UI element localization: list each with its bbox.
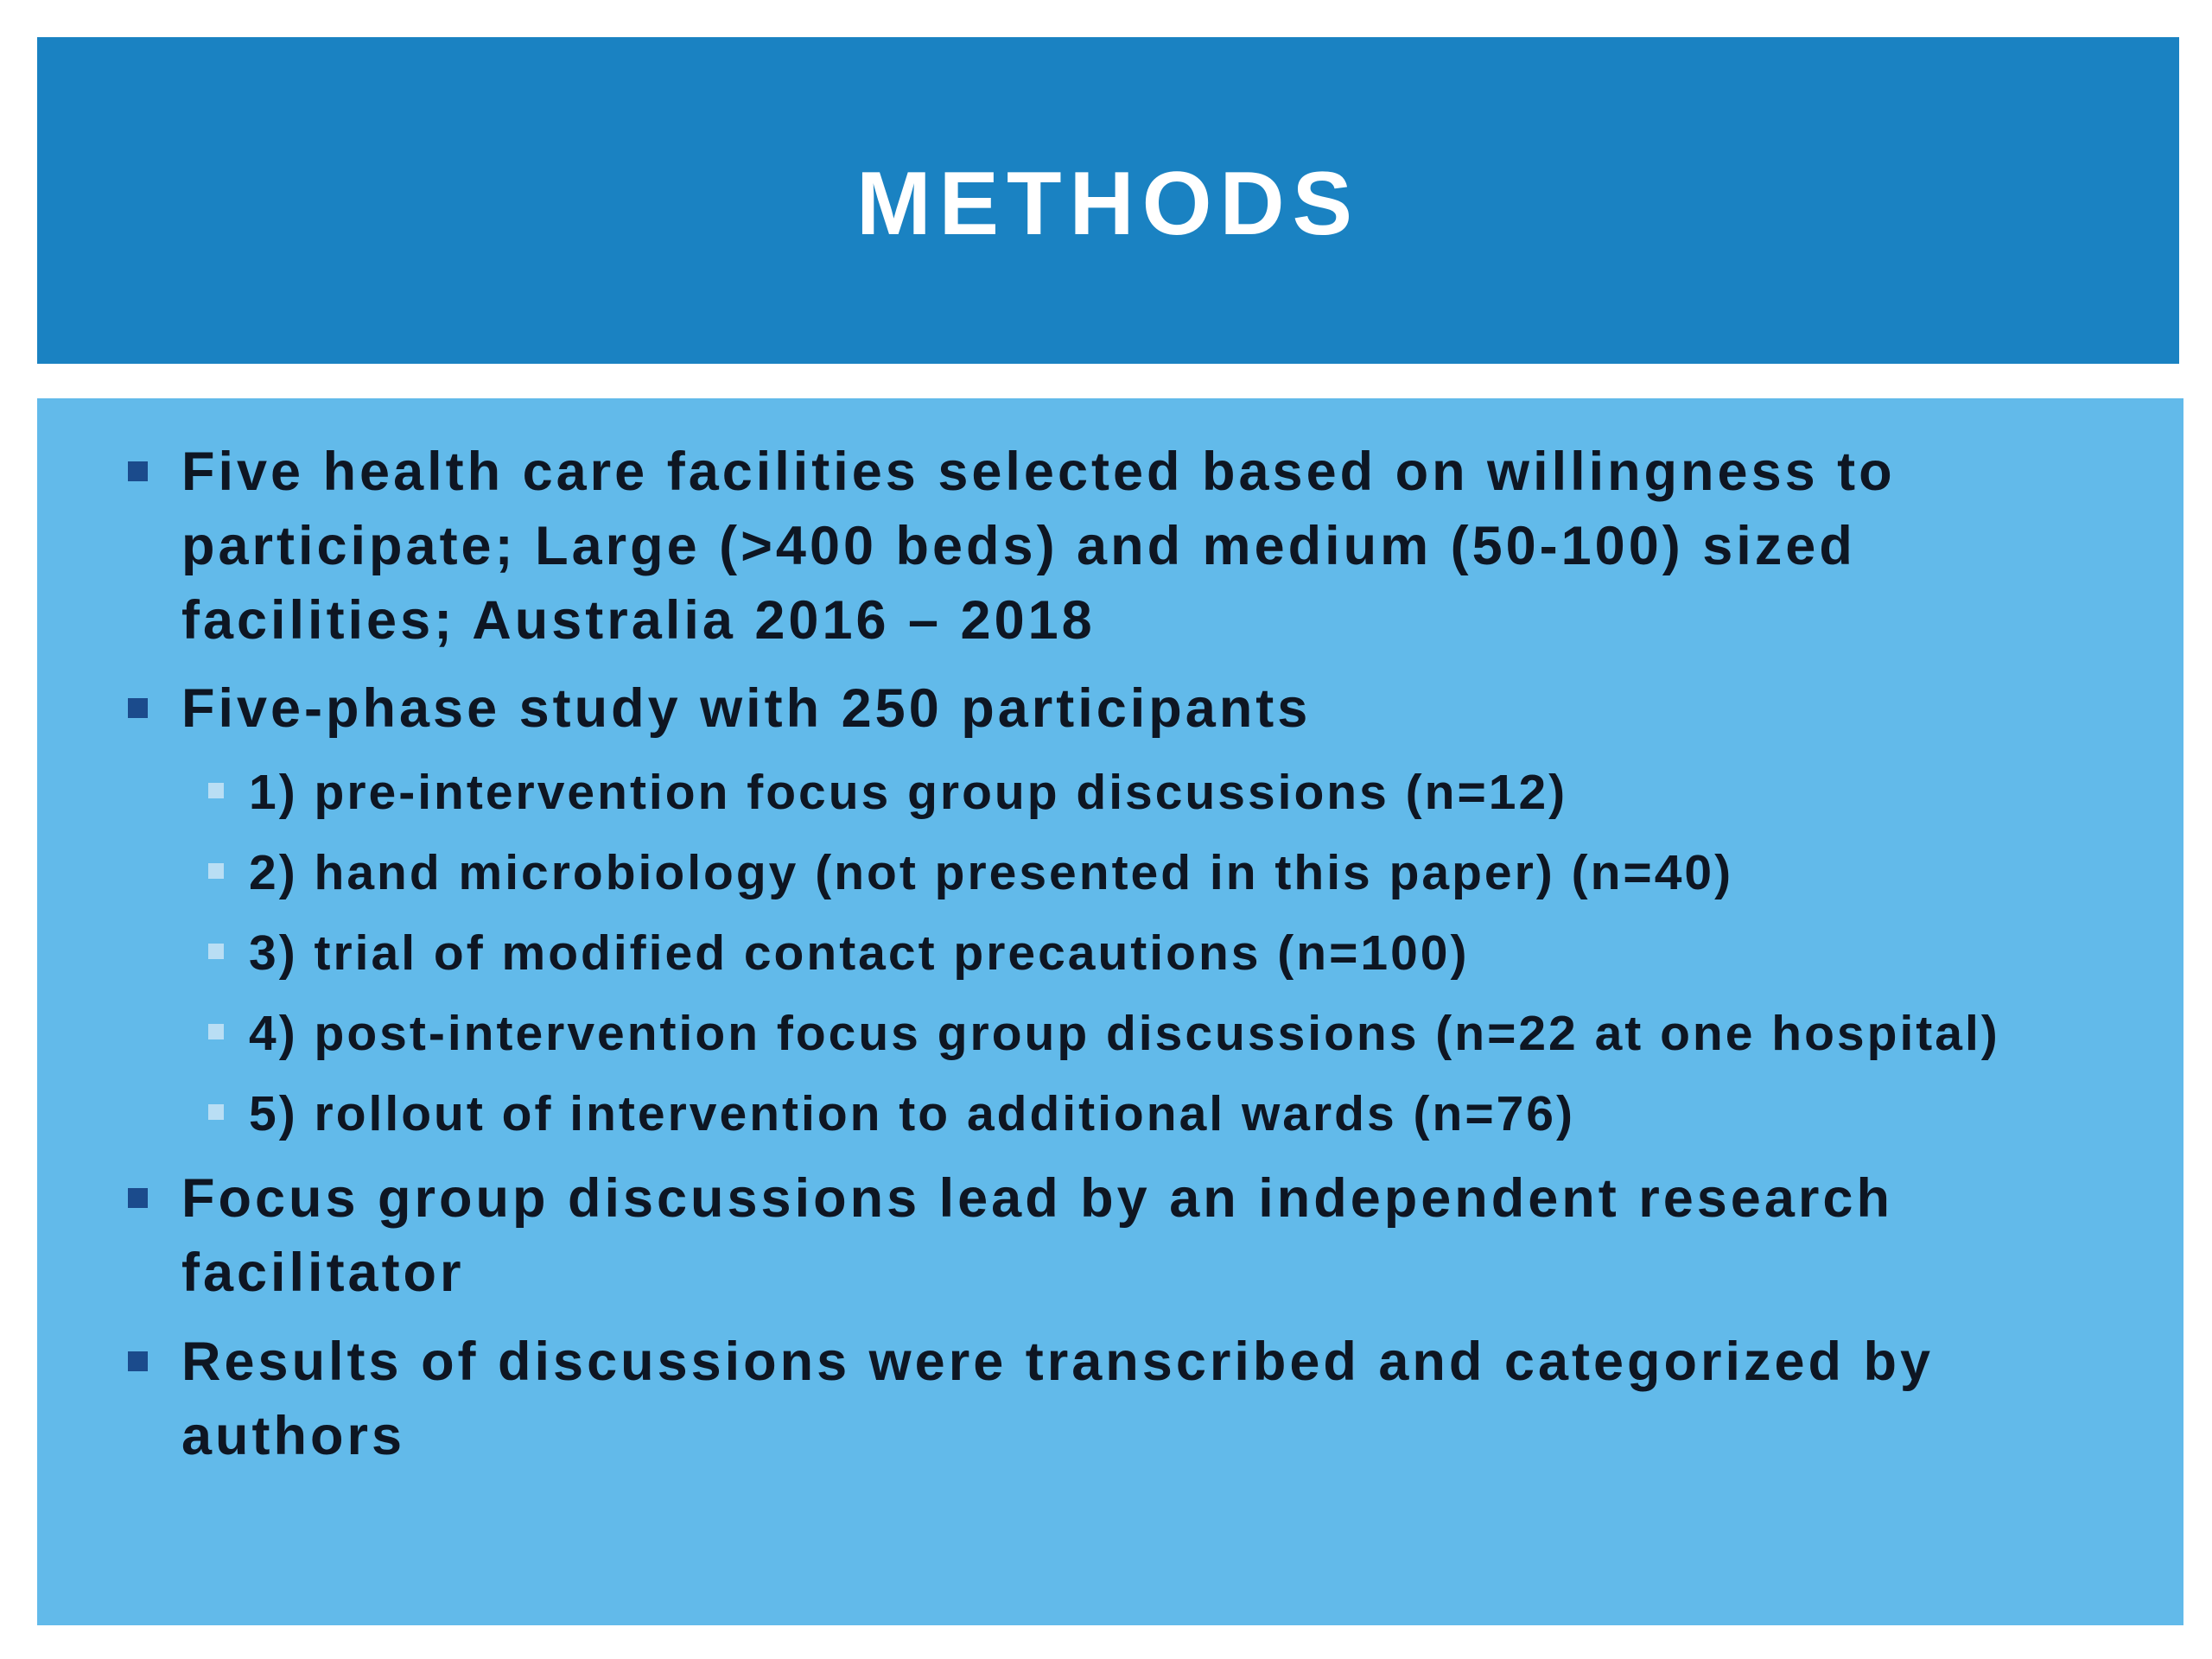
sub-bullet-item-1 [249,760,2167,825]
square-bullet-icon [128,1188,148,1208]
square-sub-bullet-icon [208,1024,224,1039]
bullet-text: Results of discussions were transcribed and categorized by authors [181,1332,1935,1466]
sub-bullet-item-2 [249,840,2167,906]
sub-bullet-item-5 [249,1081,2167,1147]
bullet-item-facilities [181,435,2117,658]
sub-bullet-text: 1) pre-intervention focus group discussions (n=12) [249,765,1568,820]
bullet-text: Focus group discussions lead by an independent research facilitator [181,1168,1893,1303]
bullet-text: Five-phase study with 250 participants [181,678,1312,739]
bullet-item-study [181,671,2117,746]
content-panel [37,398,2183,1625]
square-sub-bullet-icon [208,944,224,959]
sub-bullet-item-3 [249,920,2167,986]
sub-bullet-text: 3) trial of modified contact precautions (n=100) [249,925,1470,981]
square-sub-bullet-icon [208,863,224,879]
title-banner [37,37,2179,364]
slide-title: METHODS [856,153,1360,254]
bullet-item-results [181,1325,2117,1473]
square-sub-bullet-icon [208,783,224,798]
square-bullet-icon [128,461,148,481]
square-bullet-icon [128,1351,148,1371]
bullet-text: Five health care facilities selected based on willingness to participate; Large (>400 beds) and medium (50-100) sized facilities; Australia 2016 – 2018 [181,442,1896,651]
square-bullet-icon [128,698,148,718]
sub-bullet-text: 4) post-intervention focus group discussions (n=22 at one hospital) [249,1006,2000,1061]
square-sub-bullet-icon [208,1104,224,1120]
sub-bullet-item-4 [249,1001,2167,1066]
bullet-item-focus-groups [181,1161,2117,1310]
sub-bullet-text: 5) rollout of intervention to additional wards (n=76) [249,1086,1575,1141]
sub-bullet-text: 2) hand microbiology (not presented in this paper) (n=40) [249,845,1734,900]
